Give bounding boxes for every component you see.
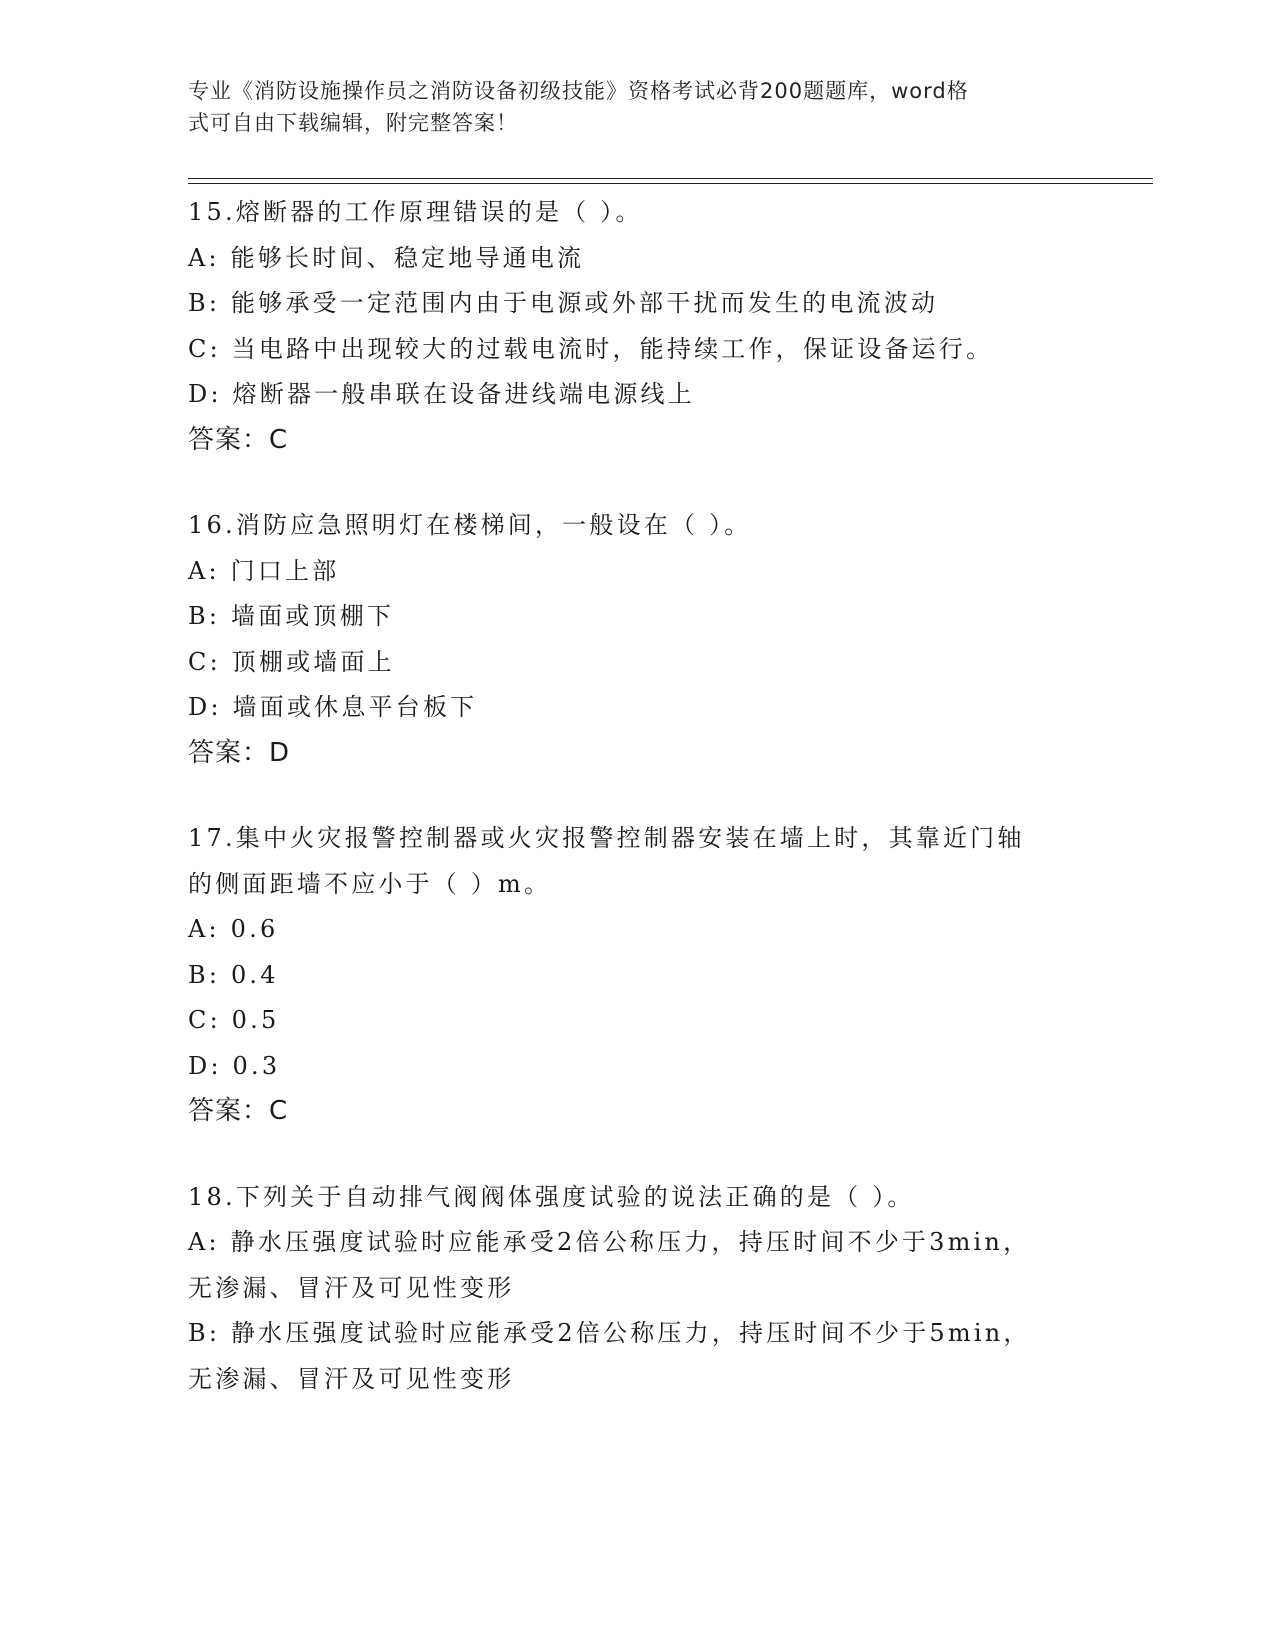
question-stem-line-2: 的侧面距墙不应小于（ ）m。: [188, 869, 552, 898]
option-b-line-1: B: 静水压强度试验时应能承受2倍公称压力，持压时间不少于5min，: [188, 1319, 1031, 1347]
answer: 答案：D: [188, 737, 291, 768]
question-stem: 16.消防应急照明灯在楼梯间，一般设在（ ）。: [188, 511, 752, 539]
option-a: A: 门口上部: [188, 556, 340, 585]
option-a-line-2: 无渗漏、冒汗及可见性变形: [188, 1273, 515, 1302]
option-c: C: 当电路中出现较大的过载电流时，能持续工作，保证设备运行。: [188, 334, 994, 363]
question-17: [188, 816, 1088, 1135]
question-stem-line-1: 17.集中火灾报警控制器或火灾报警控制器安装在墙上时，其靠近门轴: [188, 824, 1025, 852]
question-18: [188, 1175, 1088, 1403]
option-b: B: 0.4: [188, 960, 279, 989]
question-stem: 18.下列关于自动排气阀阀体强度试验的说法正确的是（ ）。: [188, 1182, 915, 1211]
option-d: D: 墙面或休息平台板下: [188, 693, 478, 721]
option-a: A: 0.6: [188, 915, 279, 943]
option-c: C: 0.5: [188, 1006, 280, 1034]
question-list: [188, 190, 1088, 1442]
answer: 答案：C: [188, 424, 289, 455]
option-d: D: 熔断器一般串联在设备进线端电源线上: [188, 380, 695, 408]
question-15: [188, 190, 1088, 463]
question-16: [188, 503, 1088, 776]
document-header: [188, 75, 1068, 139]
option-b-line-2: 无渗漏、冒汗及可见性变形: [188, 1364, 515, 1393]
option-a-line-1: A: 静水压强度试验时应能承受2倍公称压力，持压时间不少于3min，: [188, 1228, 1031, 1256]
option-b: B: 能够承受一定范围内由于电源或外部干扰而发生的电流波动: [188, 289, 939, 317]
header-divider-bottom: [188, 183, 1153, 184]
option-c: C: 顶棚或墙面上: [188, 647, 395, 676]
question-stem: 15.熔断器的工作原理错误的是（ ）。: [188, 198, 643, 226]
header-divider-top: [188, 178, 1153, 179]
header-line-2: 式可自由下载编辑，附完整答案！: [188, 111, 518, 135]
option-d: D: 0.3: [188, 1051, 281, 1080]
header-line-1: 专业《消防设施操作员之消防设备初级技能》资格考试必背200题题库，word格: [188, 79, 969, 103]
option-a: A: 能够长时间、稳定地导通电流: [188, 243, 585, 272]
option-b: B: 墙面或顶棚下: [188, 602, 395, 630]
answer: 答案：C: [188, 1096, 289, 1126]
